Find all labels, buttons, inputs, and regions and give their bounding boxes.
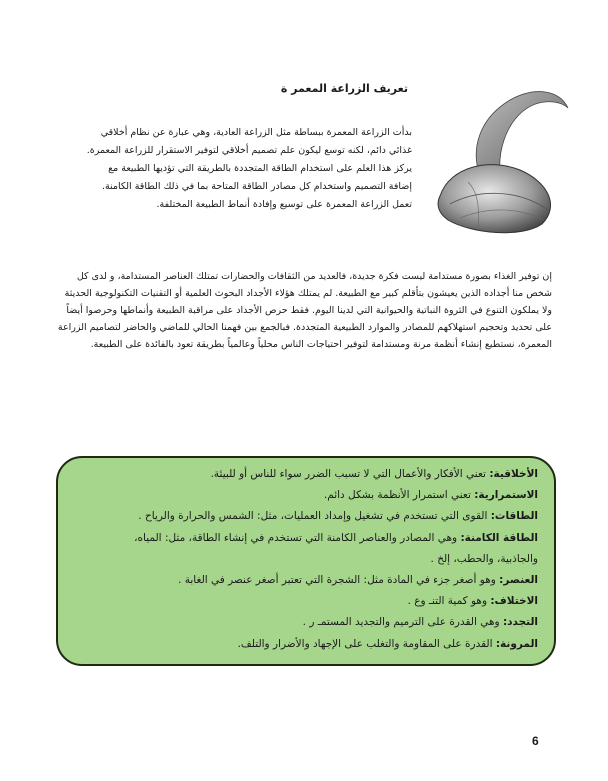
page-number: 6 (532, 734, 539, 748)
glossary-box (56, 456, 556, 666)
glossary-entry (76, 485, 538, 506)
glossary-entry (76, 612, 538, 633)
glossary-term: الاستمرارية: (474, 489, 538, 502)
body-paragraph: إن توفير الغذاء بصورة مستدامة ليست فكرة جديدة، فالعديد من الثقافات والحضارات تمتلك العناصر المستدامة، و لدى كل شخص منا أجداده الذين يعيشون بتأقلم كبير مع الطبيعة. لم يمتلك هؤلاء الأجداد البحوث العلمية أو التقنيات التكنولوجية الحديثة ولا يملكون التنوع في الثروة النباتية والحيوانية التي لدينا اليوم. فقط حرص الأجداد على مراقبة الطبيعة وأنماطها وحرصوا أيضاً على تحديد وتحجيم استهلاكهم للمصادر والموارد الطبيعية المتجددة. فبالجمع بين فهمنا الحالي للماضي والحاضر لتصاميم الزراعة المعمرة، نستطيع إنشاء أنظمة مرنة ومستدامة لتوفير احتياجات الناس محلياً وعالمياً بطريقة تعود بالفائدة على الطبيعة. (57, 271, 552, 350)
section-title: تعريف الزراعة المعمر ة (280, 82, 408, 95)
glossary-term: الاختلاف: (490, 595, 538, 608)
glossary-entry (76, 464, 538, 485)
glossary-definition: وهي القدرة على الترميم والتجديد المستمـ ر . (302, 616, 503, 629)
glossary-entry (76, 570, 538, 591)
glossary-definition: وهو كمية التنـ وع . (407, 595, 491, 608)
glossary-definition: القدرة على المقاومة والتغلب على الإجهاد والأضرار والتلف. (237, 637, 496, 650)
glossary-definition: تعني استمرار الأنظمة بشكل دائم. (323, 489, 475, 502)
glossary-term: المرونة: (495, 637, 538, 650)
sprouting-seed-illustration (410, 78, 580, 238)
glossary-term: العنصر: (499, 574, 538, 587)
glossary-term: الطاقات: (490, 510, 538, 523)
glossary-definition: وهو أصغر جزء في المادة مثل: الشجرة التي تعتبر أصغر عنصر في الغابة . (178, 574, 500, 587)
glossary-definition: والجاذبية، والحطب، إلخ . (430, 552, 538, 565)
glossary-definition: وهي المصادر والعناصر الكامنة التي تستخدم في إنشاء الطاقة، مثل: المياه، (134, 531, 461, 544)
glossary-entry (76, 634, 538, 655)
glossary-entry (76, 549, 538, 570)
glossary-term: التجدد: (502, 616, 538, 629)
glossary-entry (76, 528, 538, 549)
glossary-term: الطاقة الكامنة: (460, 531, 538, 544)
glossary-entry (76, 506, 538, 527)
glossary-definition: تعني الأفكار والأعمال التي لا تسبب الضرر سواء للناس أو للبيئة. (210, 468, 490, 480)
glossary-term: الأخلاقية: (489, 468, 538, 480)
glossary-definition: القوى التي تستخدم في تشغيل وإمداد العمليات، مثل: الشمس والحرارة والرياح . (138, 510, 491, 523)
glossary-entry (76, 591, 538, 612)
intro-paragraph: بدأت الزراعة المعمرة ببساطة مثل الزراعة العادية، وهي عبارة عن نظام أخلاقي غذائي دائم، لكنه توسع ليكون علم تصميم أخلاقي لتوفير الاستقرار للزراعة المعمرة. يركز هذا العلم على استخدام الطاقة المتجددة بالطريقة التي تؤديها الطبيعة مع إضافة التصميم واستخدام كل مصادر الطاقة المتاحة بما في ذلك الطاقة الكامنة. تعمل الزراعة المعمرة على توسيع وإفادة أنماط الطبيعة المختلفة. (86, 127, 412, 210)
